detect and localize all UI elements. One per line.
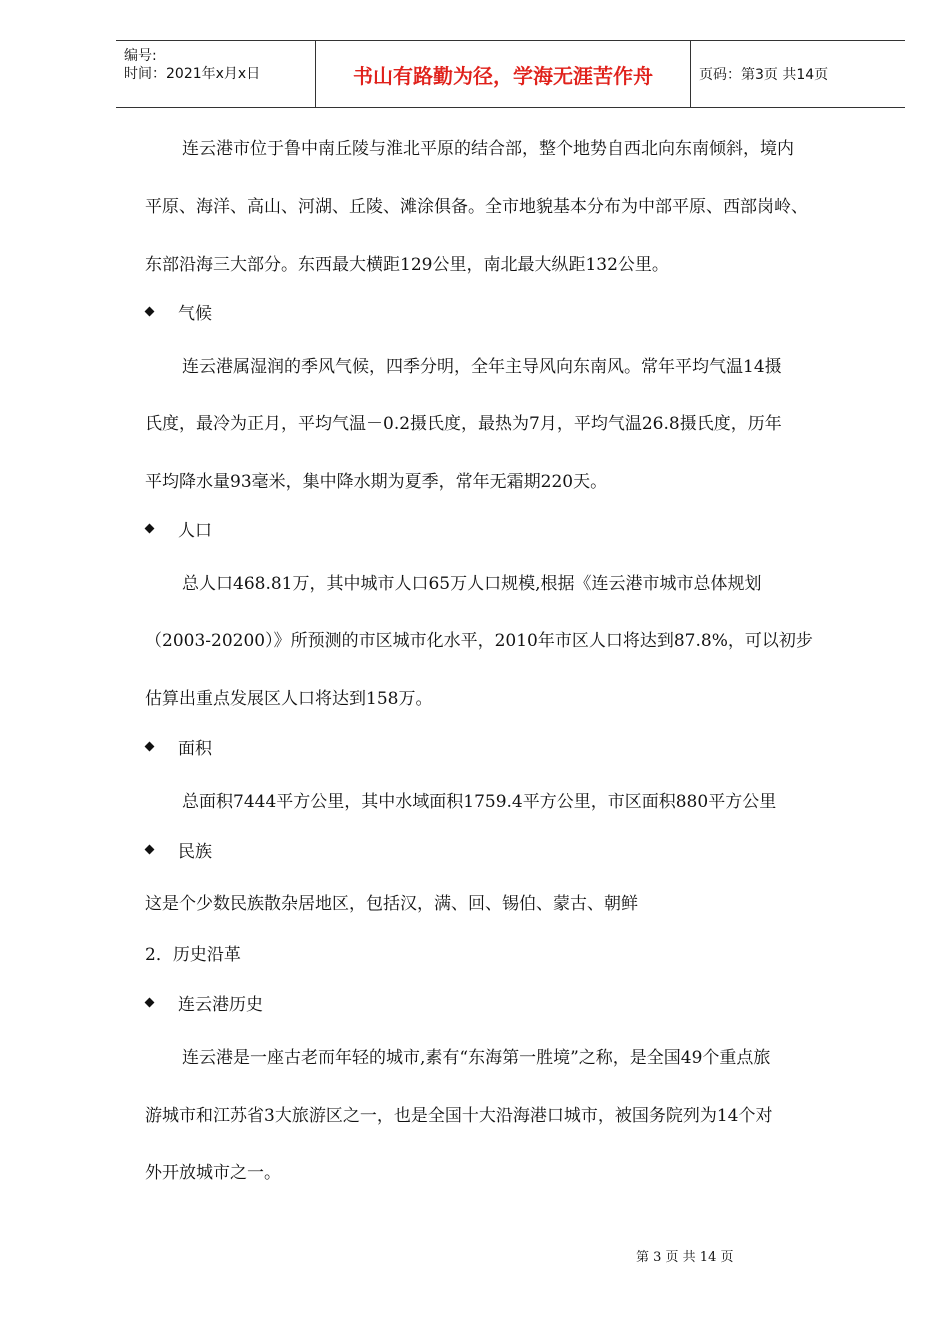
history-line-1: 连云港是一座古老而年轻的城市,素有“东海第一胜境”之称，是全国49个重点旅 [182, 1048, 771, 1068]
diamond-bullet-icon [145, 845, 154, 854]
serial-label: 编号: [124, 48, 157, 64]
climate-line-1: 连云港属湿润的季风气候，四季分明，全年主导风向东南风。常年平均气温14摄 [182, 357, 782, 377]
population-line-2: （2003-20200）》所预测的市区城市化水平，2010年市区人口将达到87.8%，可以初步 [145, 631, 813, 651]
history-line-3: 外开放城市之一。 [145, 1163, 281, 1183]
section-title: 2．历史沿革 [145, 945, 241, 965]
header-motto-cell [315, 41, 691, 107]
diamond-bullet-icon [145, 742, 154, 751]
diamond-bullet-icon [145, 307, 154, 316]
terrain-line-2: 平原、海洋、高山、河湖、丘陵、滩涂俱备。全市地貌基本分布为中部平原、西部岗岭、 [145, 197, 808, 217]
header-page-cell [691, 41, 905, 107]
population-heading-label: 人口 [178, 521, 212, 541]
history-line-2: 游城市和江苏省3大旅游区之一，也是全国十大沿海港口城市，被国务院列为14个对 [145, 1106, 773, 1126]
footer-page-info: 第 3 页 共 14 页 [636, 1250, 734, 1265]
terrain-line-3: 东部沿海三大部分。东西最大横距129公里，南北最大纵距132公里。 [145, 255, 669, 275]
time-label: 时间：2021年x月x日 [124, 66, 261, 82]
header-meta-cell [116, 41, 315, 107]
population-line-1: 总人口468.81万，其中城市人口65万人口规模,根据《连云港市城市总体规划 [182, 574, 762, 594]
diamond-bullet-icon [145, 998, 154, 1007]
diamond-bullet-icon [145, 524, 154, 533]
page-header [116, 40, 905, 108]
climate-heading-label: 气候 [178, 304, 212, 324]
population-line-3: 估算出重点发展区人口将达到158万。 [145, 689, 433, 709]
terrain-line-1: 连云港市位于鲁中南丘陵与淮北平原的结合部，整个地势自西北向东南倾斜，境内 [182, 139, 794, 159]
climate-line-3: 平均降水量93毫米，集中降水期为夏季，常年无霜期220天。 [145, 472, 608, 492]
climate-line-2: 氏度，最冷为正月，平均气温－0.2摄氏度，最热为7月，平均气温26.8摄氏度，历年 [145, 414, 782, 434]
area-line: 总面积7444平方公里，其中水域面积1759.4平方公里，市区面积880平方公里 [182, 792, 777, 812]
header-page-info: 页码：第3页 共14页 [699, 67, 829, 83]
ethnic-line: 这是个少数民族散杂居地区，包括汉，满、回、锡伯、蒙古、朝鲜 [145, 894, 638, 914]
ethnic-heading-label: 民族 [178, 842, 212, 862]
area-heading-label: 面积 [178, 739, 212, 759]
history-heading-label: 连云港历史 [178, 995, 263, 1015]
header-motto: 书山有路勤为径，学海无涯苦作舟 [353, 63, 653, 88]
